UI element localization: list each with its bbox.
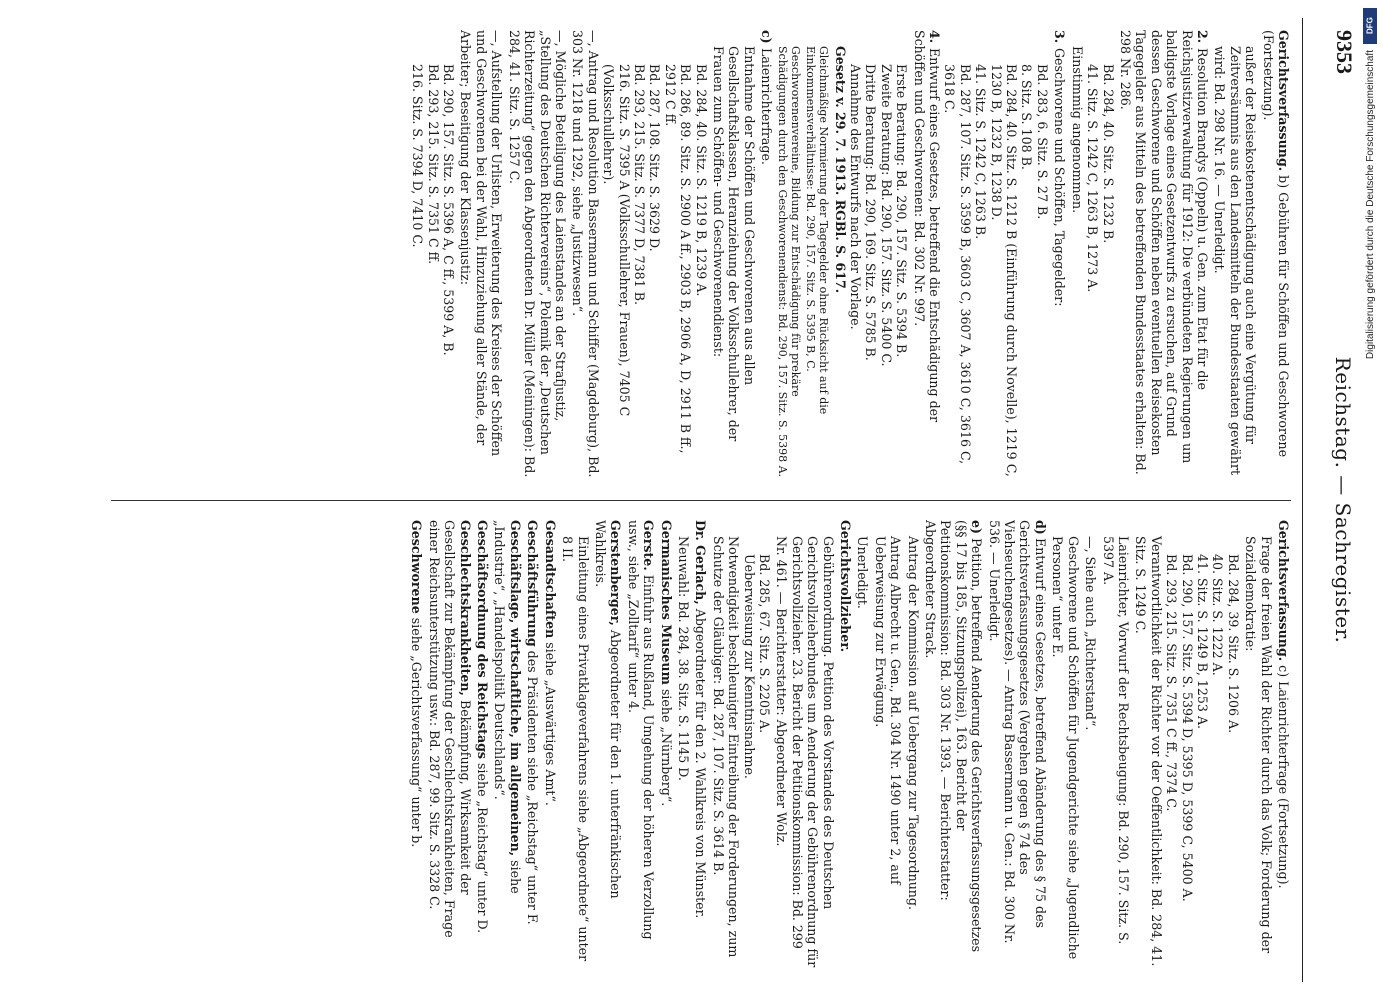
paragraph: Unerledigt. [855,536,871,609]
credit-text: Digitalisierung gefördert durch die Deutsche Forschungsgemeinschaft [1365,50,1376,360]
reference: Bd. 290, 157. Sitz. S. 5394 D, 5395 D, 5399 C, 5400 A. [1179,554,1195,902]
header-rule [1302,18,1303,982]
dash-entry: —, Antrag und Resolution Bassermann und Schiffer (Magdeburg), Bd. 303 Nr. 1218 und 1292, siehe „Justizwesen“. [570,30,601,478]
index-entry [838,520,853,968]
dash-entry: —, Mögliche Beteiligung des Laienstandes an der Strafjustiz, „Stellung des Deutschen Richtervereins“, Polemik der „Deutschen Richterzeitung“ gegen den Abgeordneten Dr. Müller (Meiningen): Bd. 284, 41. Sitz. S. 1257 C. [506,30,568,478]
subsection-label: e) [969,520,985,534]
subsection-text: Petition, betreffend Aenderung des Gerichtsverfassungsgesetzes (§§ 17 bis 185, Sitzungspolizei), 163. Bericht der Petitionskommission: Bd. 303 Nr. 1393. — Berichterstatter: Abgeordneter Strack. [923,520,985,953]
running-title: Reichstag. — Sachregister. [1331,356,1355,644]
reference-list [410,30,456,478]
subsection [986,520,1048,968]
reference-list [1164,520,1241,968]
small-note: Geschworenenvereine, Bildung zur Entschädigung für prekäre Schädigungen durch den Geschworenendienst: Bd. 290, 157. Sitz. S. 5398 A. [776,46,803,478]
index-entry [525,520,540,968]
paragraph: Gebührenordnung. Petition des Vorstandes des Deutschen Gerichtsvollzieherbundes um Aenderung der Gebührenordnung für Gerichtsvollzieher. 23. Bericht der Petitionskommission: Bd. 299 Nr. 461. — Berichterstatter: Abgeordneter Wolz. [774,536,836,968]
entry-headword: Dr. Gerlach, [693,520,709,605]
reference: Bd. 293, 215. Sitz. S. 7377 D, 7381 B. [631,64,647,305]
reference: 40. Sitz. S. 1222 A. [1210,554,1226,676]
numbered-item [1118,30,1210,478]
law-citation: Gesetz v. 29. 7. 1913. RGBl. S. 617. [832,46,848,294]
left-column [111,30,1291,478]
reference: Annahme des Entwurfs nach der Vorlage. [848,64,864,330]
index-entry [658,520,673,968]
entry-headword: Geschworene [409,520,425,614]
entry-headword: Geschäftslage, wirtschaftliche, im allgemeinen, [507,520,523,857]
entry-headword: Geschäftsordnung des Reichstags [475,520,491,760]
reference: Zweite Beratung: Bd. 290, 157. Sitz. S. 5400 C. [878,64,894,367]
reference: Bd. 287, 107. Sitz. S. 3599 B, 3603 C, 3607 A, 3610 C, 3616 C, 3618 C. [942,64,973,465]
paragraph: Neuwahl: Bd. 284, 38. Sitz. S. 1145 D. [675,536,691,781]
paragraph: außer der Reisekostenentschädigung auch eine Vergütung für Zeitversäumnis aus den Landesmitteln der Bundesstaaten gewährt wird: Bd. 298 Nr. 16. — Unerledigt. [1212,46,1259,476]
paragraph: Einstimmig angenommen. [1069,46,1085,214]
subsection-label: c) [759,30,775,44]
item-number: 2. [1194,30,1210,44]
reference: Dritte Beratung: Bd. 290, 169. Sitz. S. 5785 B. [863,64,879,361]
entry-headword: Gerichtsvollzieher. [838,520,854,653]
entry-text: des Präsidenten siehe „Reichstag“ unter F. [525,650,541,925]
entry-text: siehe „Auswärtiges Amt“. [542,642,558,806]
subsection-text: Entwurf eines Gesetzes, betreffend Abänderung des § 75 des Gerichtsverfassungsgesetzes (Vergehen gegen § 74 des Viehseuchengesetzes). — Antrag Bassermann u. Gen.: Bd. 300 Nr. 536. — Unerledigt. [986,520,1048,944]
item-number: 4. [927,30,943,44]
index-entry [693,520,708,968]
subsection-label: d) [1032,520,1048,535]
index-entry [409,520,424,968]
subsection [759,30,774,478]
reference: 41. Sitz. S. 1242 C, 1263 B, 1273 A. [1085,64,1101,293]
entry-heading [1276,520,1291,968]
entry-subhead: b) Gebühren für Schöffen und Geschworene (Fortsetzung). [1260,30,1291,458]
page-header [1321,0,1361,1000]
reference: Bd. 284, 40. Sitz. S. 1232 B. [1100,64,1116,244]
reference: Bd. 286, 89. Sitz. S. 2900 A ff., 2903 B, 2906 A, D, 2911 B ff., 2912 C ff. [662,64,694,454]
entry-headword: Germanisches Museum [658,520,674,685]
digitization-credit [1357,0,1379,1000]
index-entry [475,520,490,968]
paragraph: Antrag Albrecht u. Gen., Bd. 304 Nr. 1490 unter 2, auf Ueberweisung zur Erwägung. [872,536,904,885]
entry-headword: Gerichtsverfassung. [1276,30,1291,172]
reference-list [601,30,709,478]
column-divider [111,500,1291,501]
numbered-item [911,30,942,478]
subsection-title: Laienrichterfrage. [759,48,775,165]
entry-headword: Geschäftsführung [525,520,541,647]
numbered-item [1052,30,1067,478]
subsection [923,520,985,968]
reference: Bd. 284, 40. Sitz. S. 1219 B, 1239 A. [693,64,709,297]
reference: Erste Beratung: Bd. 290, 157. Sitz. S. 5394 B. [894,64,910,358]
paragraph: Entnahme der Schöffen und Geschworenen aus allen Gesellschaftsklassen, Heranziehung der Volksschullehrer, der Frauen zum Schöffen- und Geschworenendienst: [711,46,757,442]
entry-headword: Geschlechtskrankheiten, [457,520,473,696]
reference-list [848,30,910,478]
reference: Bd. 283, 6. Sitz. S. 27 B. [1034,64,1050,220]
reference-list [942,30,1050,478]
item-text: Geschworene und Schöffen, Tagegelder: [1052,48,1068,307]
reference: Bd. 290, 157. Sitz. S. 5396 A, C ff., 5399 A, B. [441,64,457,356]
item-number: 3. [1052,30,1068,44]
paragraph: —, Siehe auch „Richterstand“. [1083,536,1099,731]
paragraph: Geschworene und Schöffen für Jugendgerichte siehe „Jugendliche Personen“ unter E. [1050,536,1081,960]
reference: 41. Sitz. S. 1242 C, 1263 B. [973,64,989,240]
right-column [111,520,1291,968]
entry-heading [1260,30,1291,478]
entry-text: siehe „Gerichtsverfassung“ unter b. [409,617,425,848]
reference-list [1085,30,1116,478]
entry-text: siehe „Industrie“, „Handelspolitik Deutschlands“. [492,520,523,894]
reference: 216. Sitz. S. 7395 A (Volksschullehrer, Frauen), 7405 C (Volksschullehrer). [601,64,632,417]
item-text: Entwurf eines Gesetzes, betreffend die Entschädigung der Schöffen und Geschworenen: Bd. 302 Nr. 997. [911,30,943,423]
entry-text: Abgeordneter für den 2. Wahlkreis von Münster. [693,608,709,919]
index-entry [625,520,656,968]
entry-text: siehe „Reichstag“ unter D. [475,763,491,934]
paragraph: Frage der freien Wahl der Richter durch das Volk; Forderung der Sozialdemokratie: [1243,536,1274,954]
item-text: Resolution Brandys (Oppeln) u. Gen. zum Etat für die Reichsjustizverwaltung für 1912: Die verbündeten Regierungen um baldigste Vorlage eines Gesetzentwurfs zu ersuchen, auf Grund dessen Geschworene und Schöffen neben eventuellen Reisekosten Tagegelder aus Mitteln des betreffenden Bundesstaates erhalten: Bd. 298 Nr. 286. [1117,30,1210,475]
reference: 8. Sitz. S. 108 B. [1019,64,1035,170]
paragraph: Notwendigkeit beschleunigter Eintreibung der Forderungen, zum Schutze der Gläubiger: Bd. 287, 107. Sitz. S. 3614 B. [710,536,742,958]
entry-headword: Gerstenberger, [608,520,624,626]
paragraph: Antrag der Kommission auf Uebergang zur Tagesordnung. [905,536,921,910]
index-entry [542,520,557,968]
index-entry [426,520,472,968]
index-entry [593,520,624,968]
entry-headword: Gerste. [641,520,657,571]
dash-entry: —, Aufstellung der Urlisten, Erweiterung des Kreises der Schöffen und Geschworenen bei der Wahl, Hinzuziehung aller Stände, der Arbeiter; Beseitigung der Klassenjustiz: [458,30,505,457]
entry-headword: Gerichtsverfassung. [1276,520,1291,662]
reference: Bd. 287, 108. Sitz. S. 3629 D. [647,64,663,252]
reference-list [741,520,772,968]
entry-subhead: c) Laienrichterfrage (Fortsetzung). [1276,665,1291,889]
reference: Bd. 284, 40. Sitz. S. 1212 B (Einführung durch Novelle), 1219 C, 1230 B, 1232 B, 1238 D. [988,64,1020,477]
reference: Bd. 284, 39. Sitz. S. 1206 A. [1225,554,1241,734]
reference: 216. Sitz. S. 7394 D, 7410 C. [410,64,426,248]
page-number: 9353 [1332,30,1357,74]
reference: Bd. 285, 67. Sitz. S. 2205 A. [757,554,772,734]
index-entry [492,520,523,968]
entry-text: Abgeordneter für den 1. unterfränkischen Wahlkreis. [592,520,624,899]
entry-headword: Gesandtschaften [542,520,558,639]
paragraph: Verantwortlichkeit der Richter vor der Oeffentlichkeit: Bd. 284, 41. Sitz. S. 1249 C. [1133,536,1164,967]
paragraph: Einleitung eines Privatklageverfahrens siehe „Abgeordnete“ unter 8 II. [560,536,591,962]
entry-text: Bekämpfung, Wirksamkeit der Gesellschaft zur Bekämpfung der Geschlechtskrankheiten, Frage einer Reichsunterstützung usw.: Bd. 287, 99. Sitz. S. 3328 C. [426,520,473,938]
reference: Bd. 293, 215. Sitz. S. 7351 C ff., 7374 C. [1164,554,1180,812]
entry-text: siehe „Nürnberg“. [658,688,674,807]
dfg-logo: DFG [1363,8,1377,44]
small-note: Gleichmäßige Normierung der Tagegelder ohne Rücksicht auf die Einkommensverhältnisse: Bd. 290, 157. Sitz. S. 5395 B, C. [804,46,831,415]
reference: Ueberweisung zur Kenntnisnahme. [741,554,757,779]
reference: 41. Sitz. S. 1249 B, 1253 A. [1194,554,1210,730]
reference: Bd. 293, 215. Sitz. S. 7351 C ff. [425,64,441,265]
paragraph: Laienrichter, Vorwurf der Rechtsbeugung: Bd. 290, 157. Sitz. S. 5397 A. [1100,536,1131,945]
entry-text: Einfuhr aus Rußland, Umgehung der höheren Verzollung usw., siehe „Zolltarif“ unter 4. [625,520,657,940]
